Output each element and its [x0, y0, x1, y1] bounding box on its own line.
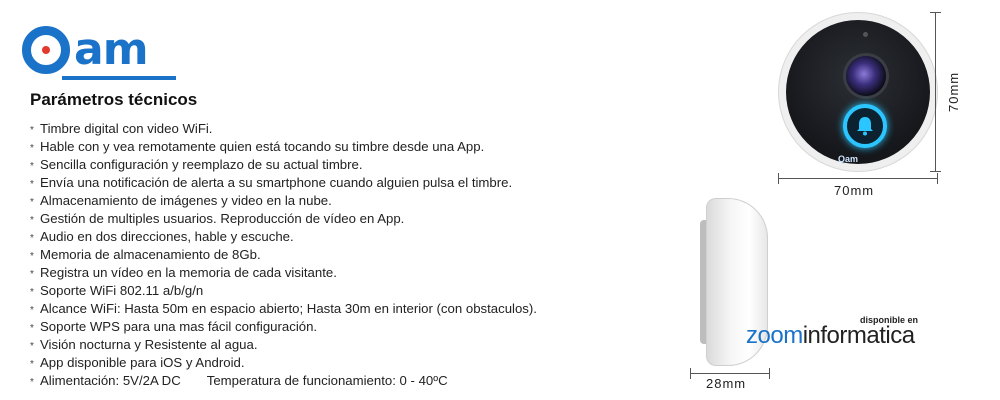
list-item: * Alimentación: 5V/2A DC Temperatura de funcionamiento: 0 - 40ºC [30, 373, 448, 388]
list-item: * Gestión de multiples usuarios. Reproducción de vídeo en App. [30, 211, 405, 226]
logo-underline [62, 76, 176, 80]
list-item: * App disponible para iOS y Android. [30, 355, 245, 370]
depth-dimension-label: 28mm [706, 376, 747, 391]
list-item: * Almacenamiento de imágenes y video en la nube. [30, 193, 332, 208]
bell-icon [847, 108, 883, 144]
list-item: * Memoria de almacenamiento de 8Gb. [30, 247, 261, 262]
logo-wordmark: am [74, 24, 148, 75]
available-at-label: disponible en [860, 315, 919, 325]
store-brand-informatica: informatica [802, 322, 915, 349]
bell-button [843, 104, 887, 148]
list-item: * Alcance WiFi: Hasta 50m en espacio abierto; Hasta 30m en interior (con obstaculos). [30, 301, 537, 316]
feature-list [30, 120, 650, 390]
width-dimension-line [778, 178, 938, 179]
store-brand [746, 322, 915, 350]
list-item: * Hable con y vea remotamente quien está tocando su timbre desde una App. [30, 139, 485, 154]
depth-dimension-line [690, 373, 770, 374]
microphone-icon [863, 32, 868, 37]
list-item: * Envía una notificación de alerta a su smartphone cuando alguien pulsa el timbre. [30, 175, 513, 190]
height-dimension-label: 70mm [946, 71, 961, 112]
height-dimension-line [935, 12, 936, 172]
doorbell-face [786, 20, 930, 164]
operating-temperature: Temperatura de funcionamiento: 0 - 40ºC [206, 373, 448, 388]
camera-lens-icon [846, 56, 886, 96]
device-logo: Qam [838, 154, 859, 164]
list-item: * Timbre digital con video WiFi. [30, 121, 213, 136]
list-item: * Soporte WPS para una mas fácil configuración. [30, 319, 318, 334]
list-item: * Soporte WiFi 802.11 a/b/g/n [30, 283, 204, 298]
list-item: * Visión nocturna y Resistente al agua. [30, 337, 258, 352]
width-dimension-label: 70mm [834, 183, 875, 198]
list-item: * Registra un vídeo en la memoria de cada visitante. [30, 265, 337, 280]
doorbell-front-view [778, 12, 938, 172]
store-brand-zoom: zoom [746, 322, 803, 349]
list-item: * Audio en dos direcciones, hable y escuche. [30, 229, 294, 244]
list-item: * Sencilla configuración y reemplazo de su actual timbre. [30, 157, 363, 172]
page-title: Parámetros técnicos [30, 90, 198, 109]
logo-ring-icon [22, 26, 70, 74]
qcam-logo [22, 22, 182, 84]
